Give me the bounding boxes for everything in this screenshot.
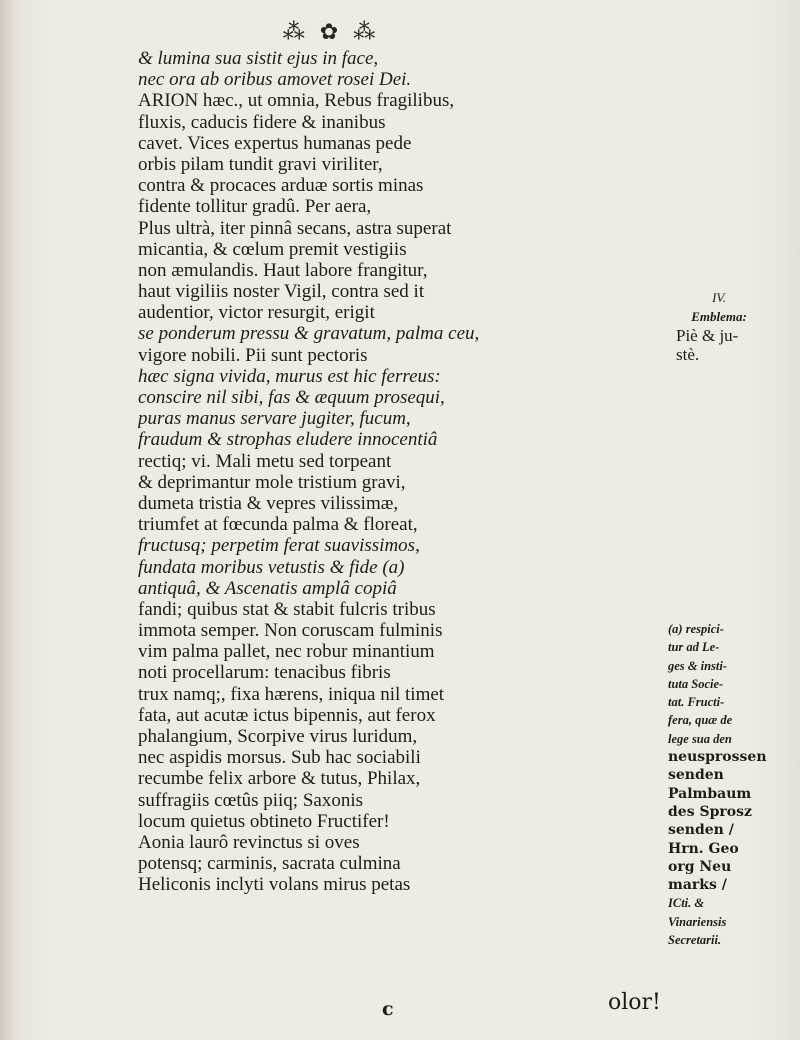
text-line: se ponderum pressu & gravatum, palma ceu, [138,323,480,345]
text-line: dumeta tristia & vepres vilissimæ, [138,492,399,514]
margin-note-line: marks / [668,877,727,894]
text-line: suffragiis cœtûs piiq; Saxonis [138,789,364,811]
page-gutter-shadow [0,0,14,1040]
text-line: hæc signa vivida, murus est hic ferreus: [138,365,441,387]
text-line: non æmulandis. Haut labore frangitur, [138,259,428,281]
text-line: antiquâ, & Ascenatis amplâ copiâ [138,577,397,599]
text-line: potensq; carminis, sacrata culmina [138,853,401,875]
text-line: conscire nil sibi, fas & æquum prosequi, [138,387,445,408]
margin-note-line: tur ad Le- [668,640,720,655]
margin-note-line: ICti. & [668,896,705,911]
text-line: & lumina sua sistit ejus in face, [138,48,379,69]
text-line: noti procellarum: tenacibus fibris [138,662,391,684]
margin-note-line: tat. Fructi- [668,695,725,710]
text-line: orbis pilam tundit gravi viriliter, [138,153,383,175]
text-line: phalangium, Scorpive virus luridum, [138,726,418,747]
header-ornament: ⁂ ✿ ⁂ [282,20,380,45]
text-line: contra & procaces arduæ sortis minas [138,175,424,197]
text-line: fructusq; perpetim ferat suavissimos, [138,535,420,557]
text-line: fluxis, caducis fidere & inanibus [138,111,386,133]
text-line: vim palma pallet, nec robur minantium [138,641,435,663]
text-line: immota semper. Non coruscam fulminis [138,620,443,642]
margin-note-line: Piè & ju- [676,326,739,345]
text-line: fandi; quibus stat & stabit fulcris tribus [138,598,436,620]
text-line: nec ora ab oribus amovet rosei Dei. [138,69,412,91]
margin-note-footnote [660,620,786,949]
text-line: puras manus servare jugiter, fucum, [138,408,411,430]
margin-note-line: senden / [668,822,734,839]
margin-note-line: senden [668,767,724,784]
text-line: nec aspidis morsus. Sub hac sociabili [138,747,421,769]
text-line: fidente tollitur gradû. Per aera, [138,196,372,218]
catchword: olor! [608,990,661,1015]
margin-note-line: Hrn. Geo [668,840,739,857]
text-line: triumfet at fœcunda palma & floreat, [138,514,418,536]
text-line: Aonia laurô revinctus si oves [138,831,360,853]
margin-note-line: stè. [676,345,700,364]
margin-note-line: org Neu [668,858,732,875]
main-text-block [138,48,563,896]
text-line: haut vigiliis noster Vigil, contra sed it [138,281,425,303]
text-line: locum quietus obtineto Fructifer! [138,810,390,832]
text-line: Plus ultrà, iter pinnâ secans, astra superat [138,217,452,239]
text-line: fundata moribus vetustis & fide (a) [138,556,405,578]
margin-note-line: ges & insti- [668,658,728,673]
text-line: vigore nobili. Pii sunt pectoris [138,344,368,366]
margin-note-line: (a) respici- [668,622,724,636]
text-line: rectiq; vi. Mali metu sed torpeant [138,450,392,472]
text-line: recumbe felix arbore & tutus, Philax, [138,768,421,790]
text-line: fraudum & strophas eludere innocentiâ [138,429,438,451]
margin-note-line: tuta Socie- [668,676,724,691]
text-line: Heliconis inclyti volans mirus petas [138,874,411,896]
signature-mark: c [382,998,394,1020]
text-line: & deprimantur mole tristium gravi, [138,471,406,493]
text-line: audentior, victor resurgit, erigit [138,302,375,324]
margin-note-line: des Sprosz [668,803,752,820]
text-line: fata, aut acutæ ictus bipennis, aut ferox [138,704,436,726]
margin-note-line: Secretarii. [668,933,722,948]
text-line: trux namq;, fixa hærens, iniqua nil timet [138,683,445,705]
margin-note-line: Emblema: [691,309,747,324]
margin-note-line: Vinariensis [668,914,727,929]
margin-note-line: IV. [712,290,726,305]
text-line: cavet. Vices expertus humanas pede [138,132,412,154]
margin-note-line: fera, quæ de [668,713,733,728]
margin-note-line: lege sua den [668,731,732,746]
margin-note-emblema [660,288,778,364]
text-line: micantia, & cœlum premit vestigiis [138,238,407,260]
margin-note-line: neusprossen [668,749,767,766]
text-line: ARION hæc., ut omnia, Rebus fragilibus, [138,90,455,112]
margin-note-line: Palmbaum [668,785,752,802]
